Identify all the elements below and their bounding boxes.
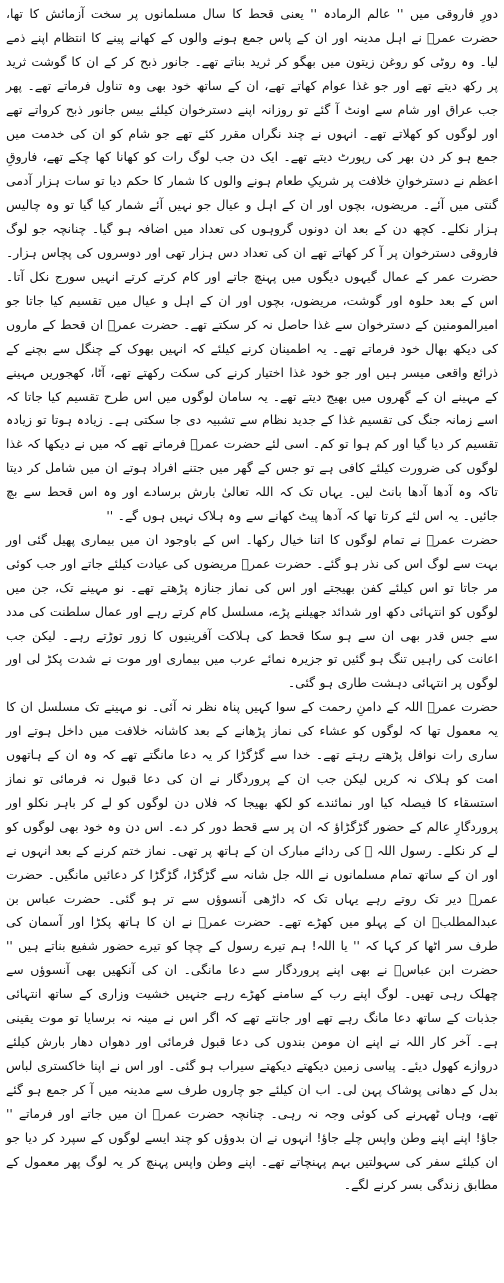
paragraph-disease-outbreak: حضرت عمرؓ نے تمام لوگوں کا اتنا خیال رکھا۔ اس کے باوجود ان میں بیماری پھیل گئی اور بہت سے لوگ اس کی نذر ہو گئے۔ حضرت عمرؓ مریضوں کی عیادت کیلئے جاتے اور جب کوئی مر جاتا تو اس کیلئے کفن بھیجتے اور اس کی نماز جنازہ پڑھتے تھے۔ نو مہینے تک، جن میں لوگوں کو انتہائی دکھ اور شدائد جھیلنے پڑے، مسلسل کام کرتے رہے اور عمال سلطنت کی مدد سے جس قدر بھی ان سے ہو سکا قحط کی ہلاکت آفرینیوں کا زور توڑتے رہے۔ لیکن جب اعانت کی راہیں تنگ ہو گئیں تو جزیرہ نمائے عرب میں بیماری اور موت نے شدت پکڑ لی اور لوگوں پر انتہائی دہشت طاری ہو گئی۔ [6, 531, 498, 691]
paragraph-rain-prayer: حضرت عمرؓ اللہ کے دامنِ رحمت کے سوا کہیں پناہ نظر نہ آئی۔ نو مہینے تک مسلسل ان کا یہ معمول تھا کہ لوگوں کو عشاء کی نماز پڑھانے کے بعد کاشانہ خلافت میں داخل ہوتے اور ساری رات نوافل پڑھتے رہتے تھے۔ خدا سے گڑگڑا کر یہ دعا مانگتے تھے کہ وہ ان کے ہاتھوں امت کو ہلاک نہ کریں لیکن جب ان کے پروردگار نے ان کی دعا قبول نہ فرمائی تو نماز استسقاء کا فیصلہ کیا اور نمائندے کو لکھ بھیجا کہ فلاں دن لوگوں کو لے کر باہر نکلو اور پروردگارِ عالم کے حضور گڑگڑاؤ کہ ان پر سے قحط دور کر دے۔ اس دن وہ خود بھی لوگوں کو لے کر نکلے۔ رسول اللہ ﷺ کی ردائے مبارک ان کے ہاتھ پر تھی۔ نماز ختم کرنے کے بعد انہوں نے اور ان کے ساتھ تمام مسلمانوں نے اللہ جل شانہ سے گڑگڑا، گڑگڑا کر دعائیں مانگیں۔ حضرت عمرؓ دیر تک روتے رہے یہاں تک کہ داڑھی آنسوؤں سے تر ہو گئی۔ حضرت عباس بن عبدالمطلبؓ ان کے پہلو میں کھڑے تھے۔ حضرت عمرؓ نے ان کا ہاتھ پکڑا اور آسمان کی طرف سر اٹھا کر کہا کہ '' یا اللہ! ہم تیرے رسول کے چچا کو تیرے حضور شفیع بناتے ہیں '' حضرت ابن عباسؓ نے بھی اپنے پروردگار سے دعا مانگی۔ ان کی آنکھیں بھی آنسوؤں سے چھلک رہی تھیں۔ لوگ اپنے رب کے سامنے کھڑے رہے جنہیں خشیت وزاری کے ساتھ انتہائی جذبات کے ساتھ دعا مانگ رہے تھے اور جانتے تھے کہ اگر اس نے مینہ نہ برسایا تو موت یقینی ہے۔ آخر کار اللہ نے اپنے ان مومن بندوں کی دعا قبول فرمائی اور دھواں دھار بارش کیلئے دروازے کھول دیئے۔ پیاسی زمین دیکھتے دیکھتے سیراب ہو گئی۔ اور اس نے اپنا خاکستری لباس بدل کے دھانی پوشاک پہن لی۔ اب ان کیلئے جو چاروں طرف سے مدینہ میں آ کر جمع ہو گئے تھے، وہاں ٹھہرنے کی کوئی وجہ نہ رہی۔ چنانچہ حضرت عمرؓ ان میں جاتے اور فرماتے '' جاؤ! اپنے اپنے وطن واپس چلے جاؤ! انہوں نے ان بدوؤں کو چند ایسے لوگوں کے سپرد کر دیا جو ان کیلئے سفر کی سہولتیں بہم پہنچاتے تھے۔ اپنے وطن واپس پہنچ کر یہ لوگ پھر معمول کے مطابق زندگی بسر کرنے لگے۔ [6, 699, 498, 1193]
paragraph-famine-relief: دورِ فاروقی میں '' عالم الرمادہ '' یعنی قحط کا سال مسلمانوں پر سخت آزمائش کا تھا، حضرت عمرؓ نے اہل مدینہ اور ان کے پاس جمع ہونے والوں کے کھانے پینے کا انتظام اپنے ذمے لیا۔ وہ روٹی کو روغن زیتون میں بھگو کر ثرید بناتے تھے۔ جانور ذبح کر کے ان کا گوشت ثرید پر رکھ دیتے تھے اور جو غذا عوام کھاتے تھے، ان کے ساتھ خود بھی وہ تناول فرماتے تھے۔ پھر جب عراق اور شام سے اونٹ آ گئے تو روزانہ اپنے دسترخوان کیلئے بیس جانور ذبح کرواتے تھے اور لوگوں کو کھلاتے تھے۔ انہوں نے چند نگراں مقرر کئے تھے جو شام کو ان کی خدمت میں جمع ہو کر دن بھر کی رپورٹ دیتے تھے۔ ایک دن جب لوگ رات کو کھانا کھا چکے تھے، فاروقِ اعظم نے دسترخوانِ خلافت پر شریکِ طعام ہونے والوں کا شمار کا حکم دیا تو سات ہزار آدمی گنتی میں آئے۔ مریضوں، بچوں اور ان کے اہل و عیال جو نہیں آئے شمار کیا گیا تو وہ چالیس ہزار نکلے۔ کچھ دن کے بعد ان دونوں گروہوں کی تعداد میں اضافہ ہو گیا۔ چنانچہ جو لوگ فاروقی دسترخوان پر آ کر کھاتے تھے ان کی تعداد دس ہزار تھی اور دوسروں کی پچاس ہزار۔ حضرت عمر کے عمال گیہوں دیگوں میں پہنچ جاتے اور کام کرتے کرتے انہیں سورج نکل آتا۔ اس کے بعد حلوہ اور گوشت، مریضوں، بچوں اور ان کے اہل و عیال میں تقسیم کیا جاتا جو امیرالمومنین کے دسترخوان سے غذا حاصل نہ کر سکتے تھے۔ حضرت عمرؓ ان قحط کے ماروں کی دیکھ بھال خود فرماتے تھے۔ یہ اطمینان کرنے کیلئے کہ انہیں بھوک کے چنگل سے بچنے کے ذرائع واقعی میسر ہیں اور جو خود غذا اختیار کرنے کی سکت رکھتے تھے، آٹا، کھجوریں مہینے کے مہینے ان کے گھروں میں بھیج دیتے تھے۔ یہ سامان لوگوں میں اس طرح تقسیم کیا جاتا کہ اسے زمانہ جنگ کی تقسیم غذا کے جدید نظام سے تشبیہ دی جا سکتی ہے۔ زیادہ ہوتا تو زیادہ تقسیم کر دیا گیا اور کم ہوا تو کم۔ اسی لئے حضرت عمرؓ فرماتے تھے کہ میں نے دیکھا کہ غذا لوگوں کی ضرورت کیلئے کافی ہے تو جس کے گھر میں جتنے افراد ہوتے ان میں شامل کر دیتا تاکہ وہ آدھا آدھا بانٹ لیں۔ یہاں تک کہ اللہ تعالیٰ بارش برسادے اور وہ اس قحط سے بچ جائیں۔ یہ اس لئے کرتا تھا کہ آدھا پیٹ کھانے سے وہ ہلاک نہیں ہوں گے۔ '' [6, 6, 498, 524]
